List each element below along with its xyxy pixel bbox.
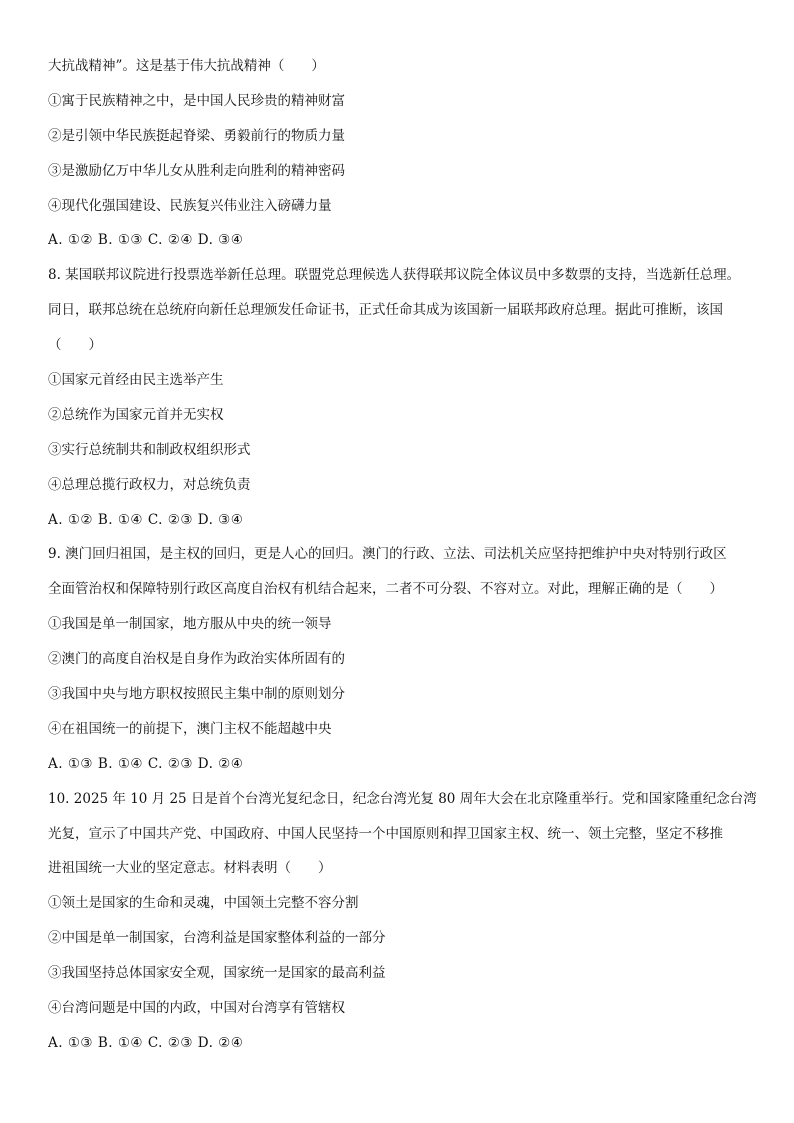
question-10-stem-line-1: 10. 2025 年 10 月 25 日是首个台湾光复纪念日，纪念台湾光复 80 周年大会在北京隆重举行。党和国家隆重纪念台湾 xyxy=(48,790,757,807)
question-9-stem-line-2: 全面管治权和保障特别行政区高度自治权有机结合起来，二者不可分裂、不容对立。对此，理解正确的是（ ） xyxy=(48,581,723,598)
question-9-option-2: ②澳门的高度自治权是自身作为政治实体所固有的 xyxy=(48,651,345,668)
question-8-option-2: ②总统作为国家元首并无实权 xyxy=(48,406,224,423)
question-9-option-1: ①我国是单一制国家，地方服从中央的统一领导 xyxy=(48,616,332,633)
exam-page xyxy=(48,56,760,1068)
question-8-answer-choices: A. ①② B. ①④ C. ②③ D. ③④ xyxy=(48,511,244,528)
question-8-option-3: ③实行总统制共和制政权组织形式 xyxy=(48,441,251,458)
question-10-option-4: ④台湾问题是中国的内政，中国对台湾享有管辖权 xyxy=(48,1000,345,1017)
question-8-stem-line-3: （ ） xyxy=(48,337,102,354)
question-10-option-1: ①领土是国家的生命和灵魂，中国领土完整不容分割 xyxy=(48,895,359,912)
question-10-stem-line-3: 进祖国统一大业的坚定意志。材料表明（ ） xyxy=(48,860,332,877)
question-8-stem-line-1: 8. 某国联邦议院进行投票选举新任总理。联盟党总理候选人获得联邦议院全体议员中多数票的支持，当选新任总理。 xyxy=(48,267,741,284)
question-7-stem-tail: 大抗战精神”。这是基于伟大抗战精神（ ） xyxy=(48,58,325,74)
question-7-option-4: ④现代化强国建设、民族复兴伟业注入磅礴力量 xyxy=(48,197,332,214)
question-10-answer-choices: A. ①③ B. ①④ C. ②③ D. ②④ xyxy=(48,1034,244,1051)
question-9-stem-line-1: 9. 澳门回归祖国，是主权的回归，更是人心的回归。澳门的行政、立法、司法机关应坚持把维护中央对特别行政区 xyxy=(48,546,727,563)
question-9-option-4: ④在祖国统一的前提下，澳门主权不能超越中央 xyxy=(48,720,332,737)
question-7-answer-choices: A. ①② B. ①③ C. ②④ D. ③④ xyxy=(48,232,244,249)
question-7-option-2: ②是引领中华民族挺起脊梁、勇毅前行的物质力量 xyxy=(48,127,345,144)
question-9-answer-choices: A. ①③ B. ①④ C. ②③ D. ②④ xyxy=(48,755,244,772)
question-8-option-1: ①国家元首经由民主选举产生 xyxy=(48,372,224,389)
question-8-option-4: ④总理总揽行政权力，对总统负责 xyxy=(48,476,251,493)
question-8-stem-line-2: 同日，联邦总统在总统府向新任总理颁发任命证书，正式任命其成为该国新一届联邦政府总理。据此可推断，该国 xyxy=(48,302,723,319)
question-10-option-3: ③我国坚持总体国家安全观，国家统一是国家的最高利益 xyxy=(48,965,386,982)
question-9-option-3: ③我国中央与地方职权按照民主集中制的原则划分 xyxy=(48,686,345,703)
question-7-option-1: ①寓于民族精神之中，是中国人民珍贵的精神财富 xyxy=(48,92,345,109)
question-10-option-2: ②中国是单一制国家，台湾利益是国家整体利益的一部分 xyxy=(48,930,386,947)
question-10-stem-line-2: 光复，宣示了中国共产党、中国政府、中国人民坚持一个中国原则和捍卫国家主权、统一、领土完整，坚定不移推 xyxy=(48,825,723,842)
question-7-option-3: ③是激励亿万中华儿女从胜利走向胜利的精神密码 xyxy=(48,162,345,179)
